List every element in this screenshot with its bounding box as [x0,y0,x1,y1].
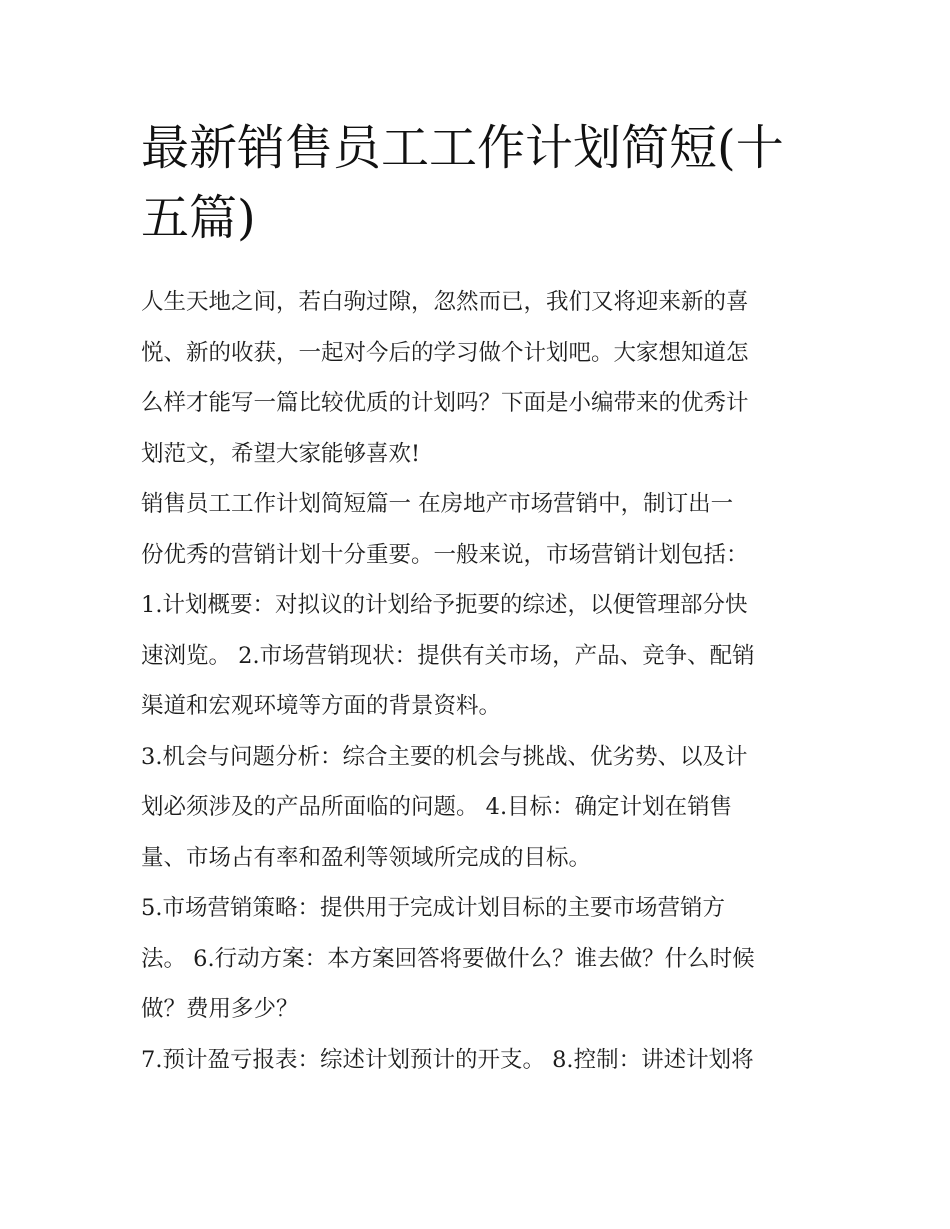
text-line: 么样才能写一篇比较优质的计划吗？下面是小编带来的优秀计 [141,390,749,416]
section-paragraph [141,1035,813,1086]
text-line: 5.市场营销策略：提供用于完成计划目标的主要市场营销方 [141,895,725,921]
text-line: 3.机会与问题分析：综合主要的机会与挑战、优劣势、以及计 [141,743,748,770]
section-paragraph [141,479,813,732]
intro-paragraph [141,277,813,479]
title-line: 最新销售员工工作计划简短(十 [141,120,784,176]
text-line: 人生天地之间，若白驹过隙，忽然而已，我们又将迎来新的喜 [141,289,749,315]
text-line: 速浏览。 2.市场营销现状：提供有关市场，产品、竞争、配销 [141,642,755,669]
text-line: 法。 6.行动方案：本方案回答将要做什么？谁去做？什么时候 [141,945,755,972]
text-line: 悦、新的收获，一起对今后的学习做个计划吧。大家想知道怎 [141,339,749,366]
text-line: 1.计划概要：对拟议的计划给予扼要的综述，以便管理部分快 [141,592,748,618]
text-line: 7.预计盈亏报表：综述计划预计的开支。 8.控制：讲述计划将 [141,1046,754,1073]
section-paragraph [141,883,813,1035]
text-line: 划必须涉及的产品所面临的问题。 4.目标：确定计划在销售 [141,794,733,820]
section-paragraph [141,732,813,884]
page-title [141,113,813,253]
title-line: 五篇) [141,190,256,246]
text-line: 销售员工工作计划简短篇一 在房地产市场营销中，制订出一 [141,491,734,517]
text-line: 划范文，希望大家能够喜欢! [141,440,421,467]
text-line: 渠道和宏观环境等方面的背景资料。 [141,693,502,719]
document-content [141,113,813,1085]
text-line: 量、市场占有率和盈利等领域所完成的目标。 [141,844,592,871]
text-line: 份优秀的营销计划十分重要。一般来说，市场营销计划包括： [141,541,749,568]
text-line: 做？费用多少？ [141,996,299,1022]
